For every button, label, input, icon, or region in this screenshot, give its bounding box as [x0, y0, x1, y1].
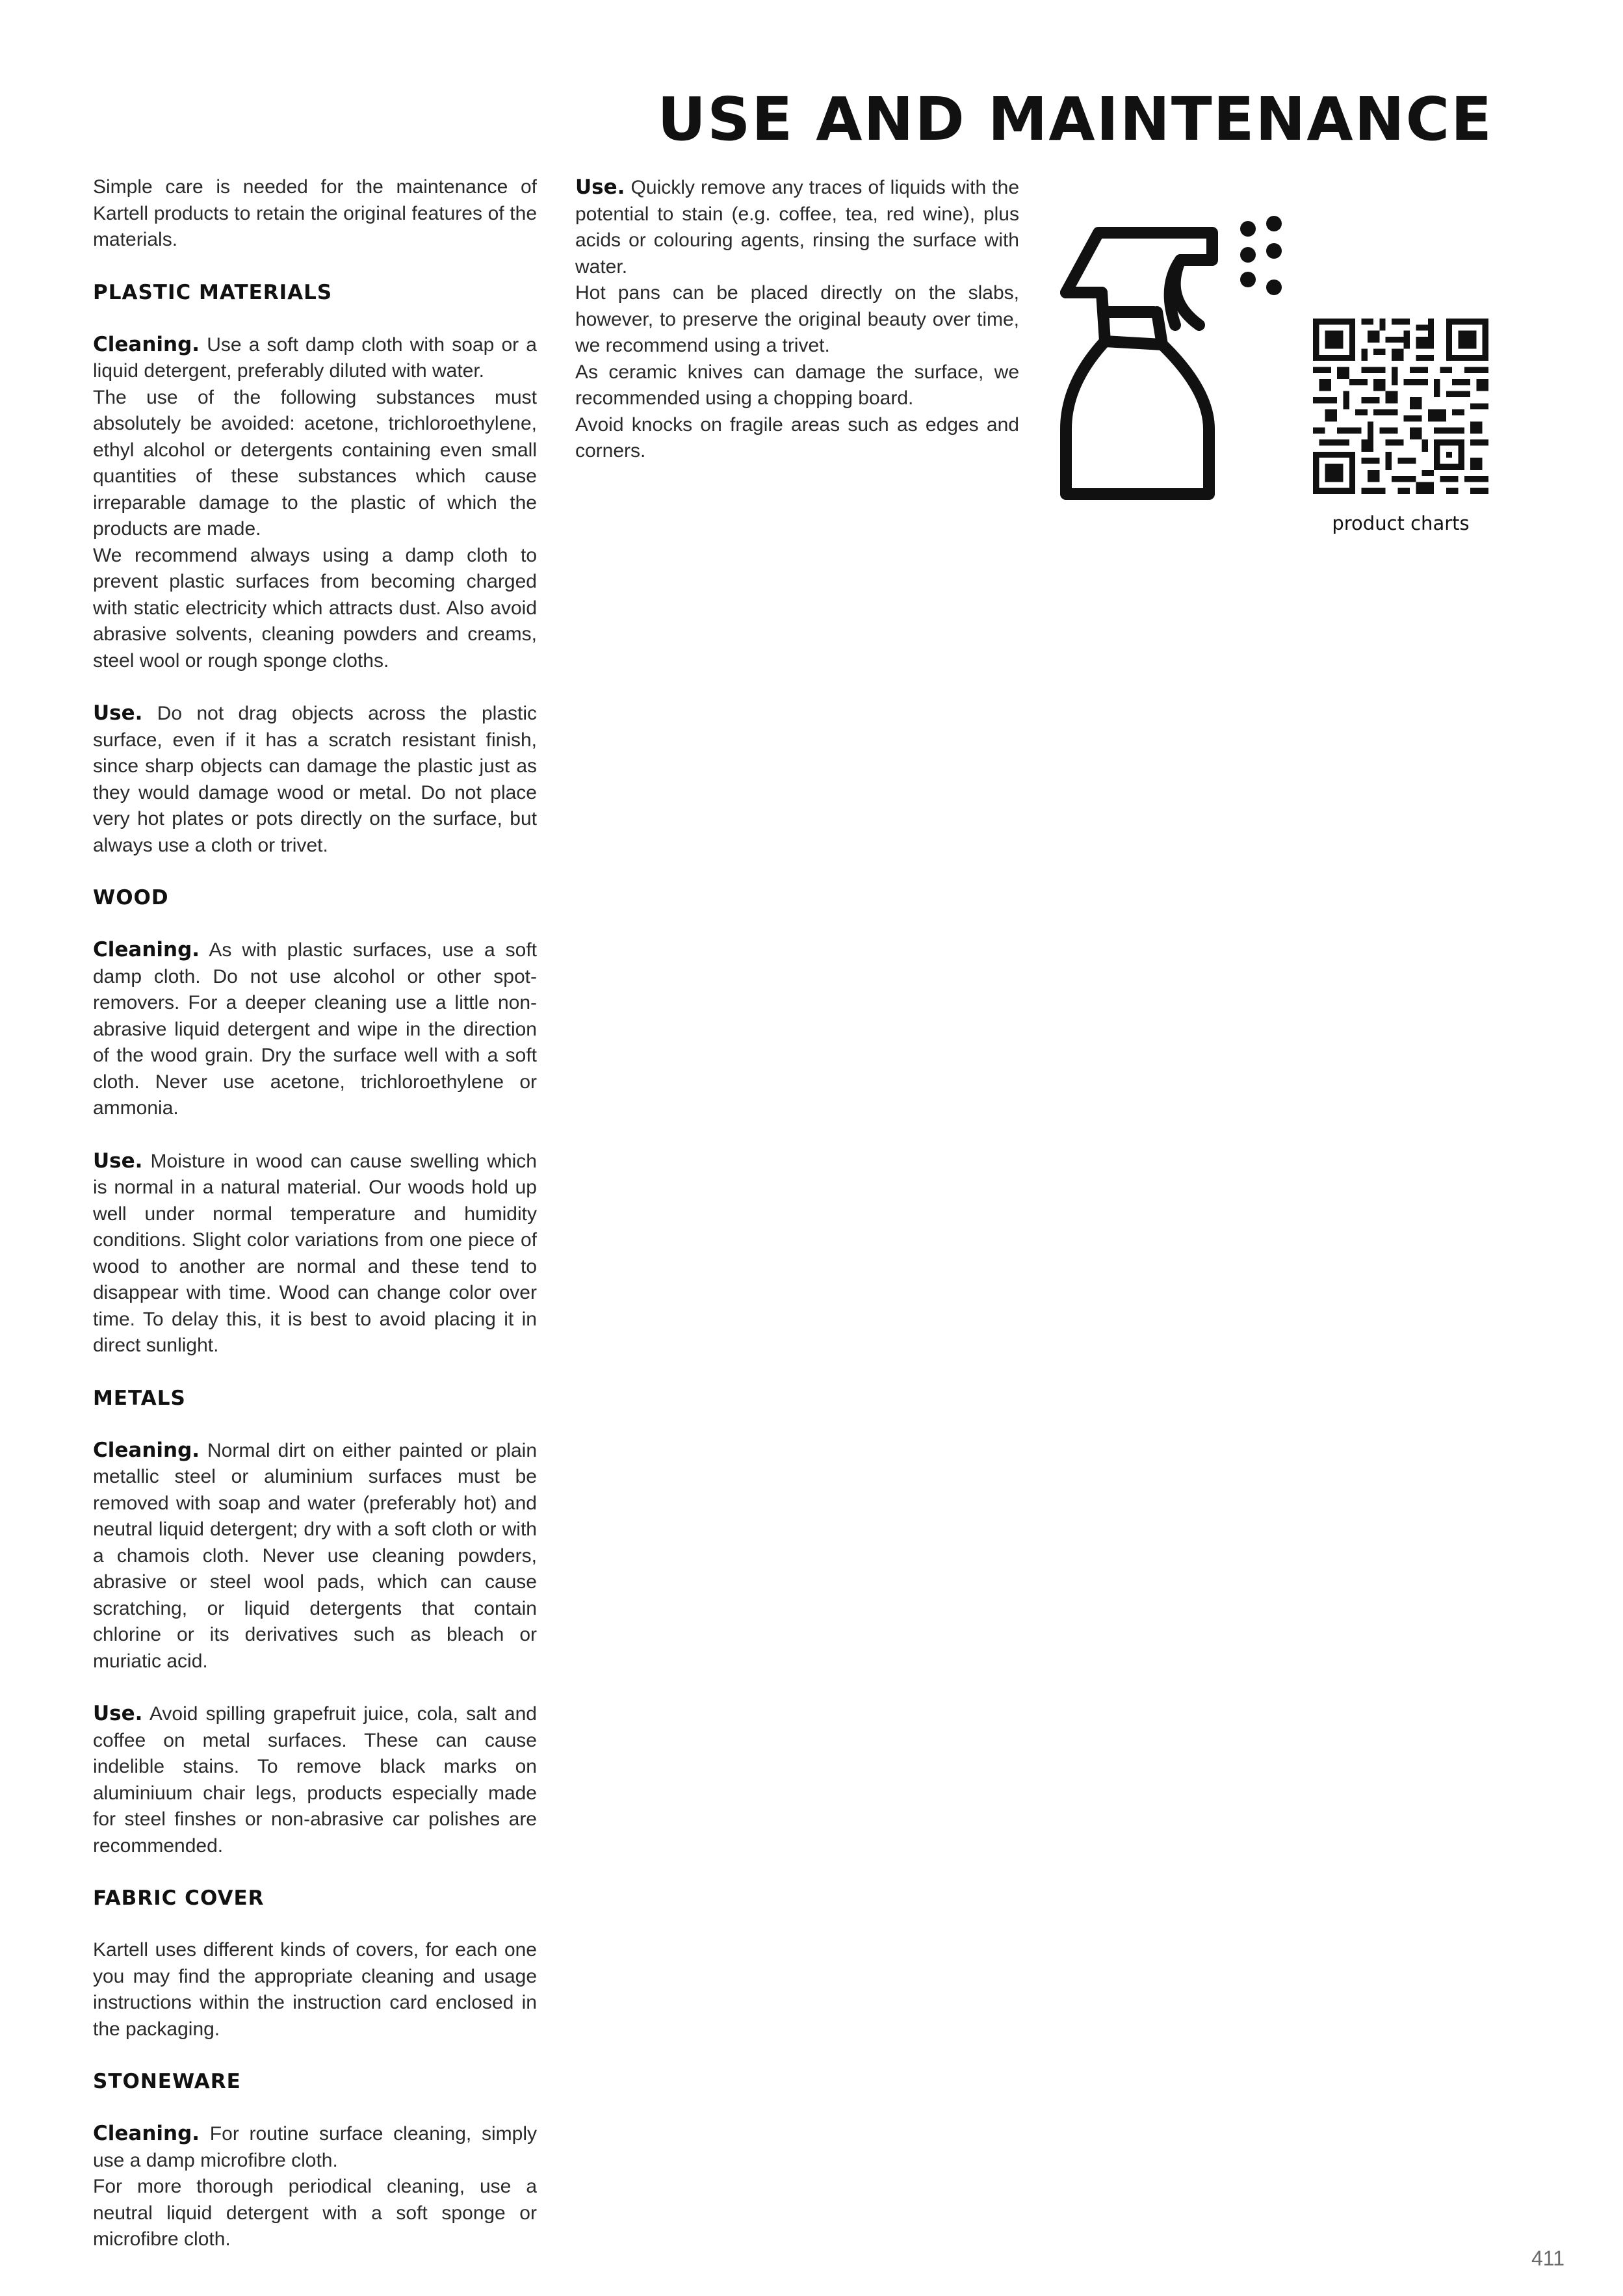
metals-use-text: Avoid spilling grapefruit juice, cola, salt and coffee on metal surfaces. These can cause indelible stains. To remove black marks on aluminiuum chair legs, products especially made for steel finshes or non-abrasive car polishes are recommended. — [93, 1703, 537, 1857]
metals-use-paragraph — [93, 1701, 537, 1859]
qr-caption: product charts — [1332, 512, 1470, 534]
section-heading-stoneware: STONEWARE — [93, 2070, 241, 2093]
metals-cleaning-paragraph — [93, 1437, 537, 1675]
cleaning-label: Cleaning. — [93, 938, 200, 961]
stoneware-knocks-paragraph: Avoid knocks on fragile areas such as edges and corners. — [575, 413, 1019, 462]
section-heading-wood: WOOD — [93, 886, 169, 909]
use-label: Use. — [93, 1149, 143, 1173]
stoneware-knives-paragraph: As ceramic knives can damage the surface, we recommended using a chopping board. — [575, 361, 1019, 409]
plastic-use-text: Do not drag objects across the plastic surface, even if it has a scratch resistant finish, since sharp objects can damage the plastic just as they would damage wood or metal. Do not place very hot plates or pots directly on the surface, but always use a cloth or trivet. — [93, 703, 537, 856]
cleaning-label: Cleaning. — [93, 332, 200, 356]
page-number: 411 — [1531, 2247, 1565, 2270]
use-label: Use. — [575, 176, 625, 199]
page-title: USE AND MAINTENANCE — [657, 85, 1493, 154]
stoneware-thorough-paragraph: For more thorough periodical cleaning, use a neutral liquid detergent with a soft sponge or microfibre cloth. — [93, 2176, 537, 2250]
stoneware-cleaning-text: For routine surface cleaning, simply use a damp microfibre cloth. — [93, 2123, 537, 2171]
intro-paragraph: Simple care is needed for the maintenance of Kartell products to retain the original features of the materials. — [93, 176, 537, 250]
section-heading-plastic: PLASTIC MATERIALS — [93, 280, 333, 304]
use-label: Use. — [93, 701, 143, 725]
plastic-use-paragraph — [93, 700, 537, 859]
middle-column — [575, 174, 1019, 465]
cleaning-label: Cleaning. — [93, 1438, 200, 1462]
stoneware-use-text: Quickly remove any traces of liquids with the potential to stain (e.g. coffee, tea, red wine), plus acids or colouring agents, rinsing the surface with water. — [575, 177, 1019, 278]
plastic-avoid-paragraph: The use of the following substances must absolutely be avoided: acetone, trichloroethylene, ethyl alcohol or detergents containing even small quantities of these substances which cause irreparable damage to the plastic of which the products are made. — [93, 386, 537, 540]
left-column — [93, 174, 537, 2253]
wood-cleaning-text: As with plastic surfaces, use a soft damp cloth. Do not use alcohol or other spot-removers. For a deeper cleaning use a little non-abrasive liquid detergent and wipe in the direction of the wood grain. Dry the surface well with a soft cloth. Never use acetone, trichloroethylene or ammonia. — [93, 939, 537, 1119]
stoneware-cleaning-paragraph — [93, 2120, 537, 2174]
plastic-cleaning-paragraph — [93, 332, 537, 385]
use-label: Use. — [93, 1702, 143, 1725]
wood-use-text: Moisture in wood can cause swelling which is normal in a natural material. Our woods hold up well under normal temperature and humidity conditions. Slight color variations from one piece of wood to another are normal and these tend to disappear with time. Wood can change color over time. To delay this, it is best to avoid placing it in direct sunlight. — [93, 1150, 537, 1356]
stoneware-pans-paragraph: Hot pans can be placed directly on the slabs, however, to preserve the original beauty over time, we recommend using a trivet. — [575, 282, 1019, 356]
cleaning-label: Cleaning. — [93, 2122, 200, 2145]
section-heading-metals: METALS — [93, 1386, 186, 1410]
plastic-recommend-paragraph: We recommend always using a damp cloth to prevent plastic surfaces from becoming charged with static electricity which attracts dust. Also avoid abrasive solvents, cleaning powders and creams, steel wool or rough sponge cloths. — [93, 544, 537, 672]
wood-cleaning-paragraph — [93, 937, 537, 1122]
section-heading-fabric: FABRIC COVER — [93, 1886, 265, 1910]
fabric-paragraph: Kartell uses different kinds of covers, for each one you may find the appropriate cleaning and usage instructions within the instruction card enclosed in the packaging. — [93, 1939, 537, 2040]
plastic-cleaning-text: Use a soft damp cloth with soap or a liquid detergent, preferably diluted with water. — [93, 333, 537, 382]
stoneware-use-paragraph — [575, 174, 1019, 280]
wood-use-paragraph — [93, 1148, 537, 1359]
metals-cleaning-text: Normal dirt on either painted or plain metallic steel or aluminium surfaces must be removed with soap and water (preferably hot) and neutral liquid detergent; dry with a soft cloth or with a chamois cloth. Never use cleaning powders, abrasive or steel wool pads, which can cause scratching, or liquid detergents that contain chlorine or its derivatives such as bleach or muriatic acid. — [93, 1439, 537, 1672]
spray-bottle-icon — [1053, 215, 1300, 514]
qr-code-icon[interactable] — [1313, 319, 1488, 494]
